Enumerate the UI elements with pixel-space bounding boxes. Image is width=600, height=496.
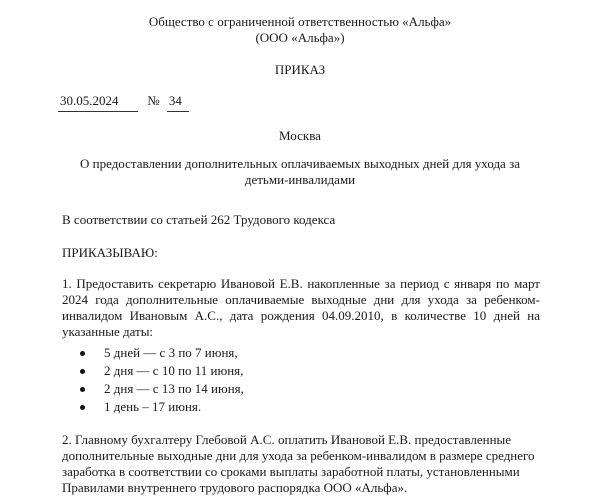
order-item-line: заработка в соответствии со сроками выплаты заработной платы, установленными: [62, 464, 520, 479]
leave-date-text: 2 дня — с 13 по 14 июня,: [104, 381, 244, 396]
organization-short-name: (ООО «Альфа»): [255, 30, 345, 45]
city: Москва: [279, 128, 321, 143]
order-subject: [0, 156, 600, 188]
bullet-icon: [80, 369, 85, 374]
order-number: 34: [167, 93, 189, 112]
number-sign: №: [147, 93, 160, 108]
order-item-line: 1. Предоставить секретарю Ивановой Е.В. накопленные за период с января по март: [62, 276, 540, 291]
leave-dates-list: [80, 344, 244, 416]
order-subject-line: О предоставлении дополнительных оплачиваемых выходных дней для ухода за: [80, 156, 520, 171]
order-item-line: инвалидом Ивановым А.С., дата рождения 04.09.2010, в количестве 10 дней на: [62, 308, 540, 323]
list-item: [80, 380, 244, 398]
order-item-line: указанные даты:: [62, 324, 154, 339]
bullet-icon: [80, 351, 85, 356]
bullet-icon: [80, 387, 85, 392]
leave-date-text: 2 дня — с 10 по 11 июня,: [104, 363, 244, 378]
legal-basis: В соответствии со статьей 262 Трудового кодекса: [62, 212, 336, 227]
order-item-1: [62, 276, 540, 340]
bullet-icon: [80, 405, 85, 410]
order-subject-line: детьми-инвалидами: [244, 172, 356, 187]
orders-word: ПРИКАЗЫВАЮ:: [62, 245, 158, 260]
leave-date-text: 1 день – 17 июня.: [104, 399, 202, 414]
order-item-2: [62, 432, 562, 496]
organization-full-name: Общество с ограниченной ответственностью «Альфа»: [148, 14, 452, 29]
list-item: [80, 362, 244, 380]
list-item: [80, 344, 244, 362]
document-title: ПРИКАЗ: [274, 62, 326, 77]
order-item-line: 2. Главному бухгалтеру Глебовой А.С. оплатить Ивановой Е.В. предоставленные: [62, 432, 512, 447]
list-item: [80, 398, 244, 416]
order-date: 30.05.2024: [58, 93, 138, 112]
order-item-line: дополнительные выходные дни для ухода за ребенком-инвалидом в размере среднего: [62, 448, 535, 463]
order-item-line: Правилами внутреннего трудового распорядка ООО «Альфа».: [62, 480, 408, 495]
order-date-number-row: [58, 93, 189, 112]
order-item-line: 2024 года дополнительные оплачиваемые выходные дни для ухода за ребенком-: [62, 292, 540, 307]
leave-date-text: 5 дней — с 3 по 7 июня,: [104, 345, 238, 360]
